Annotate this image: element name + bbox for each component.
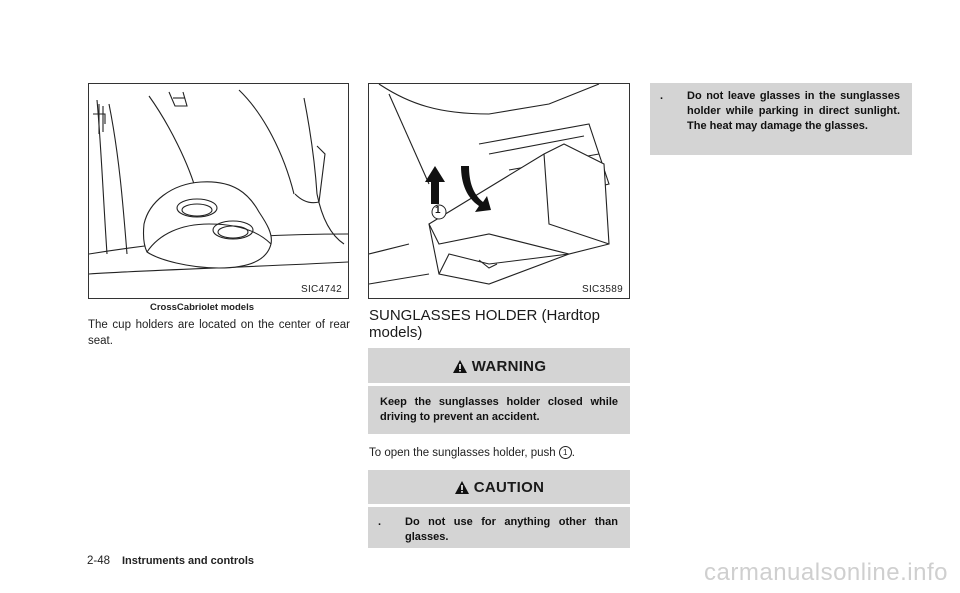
page-number: 2-48	[87, 555, 111, 567]
sunglasses-holder-figure	[368, 83, 630, 299]
section-heading: SUNGLASSES HOLDER (Hardtop models)	[369, 307, 600, 341]
cup-holder-paragraph: The cup holders are located on the center of rear seat.	[88, 319, 350, 347]
warning-title: WARNING	[471, 358, 547, 375]
caution-continued-box	[650, 83, 912, 155]
caution-text: Do not leave glasses in the sunglasses holder while parking in direct sunlight. The heat may damage the glasses.	[687, 90, 900, 132]
cup-holder-illustration	[89, 84, 348, 298]
cup-holder-figure	[88, 83, 349, 299]
figure-caption: CrossCabriolet models	[150, 302, 254, 313]
figure-callout: 1	[435, 205, 441, 216]
instruction-text: To open the sunglasses holder, push 1 .	[369, 447, 575, 459]
warning-header-box	[368, 348, 630, 383]
warning-body-box	[368, 386, 630, 434]
warning-triangle-icon	[452, 359, 468, 374]
caution-triangle-icon	[454, 480, 470, 495]
sunglasses-holder-illustration	[369, 84, 629, 298]
caution-body-box	[368, 507, 630, 548]
watermark: carmanualsonline.info	[704, 559, 948, 586]
bullet: .	[378, 516, 382, 528]
callout-1-icon: 1	[559, 446, 572, 459]
caution-text: Do not use for anything other than glasses.	[405, 516, 618, 543]
caution-title: CAUTION	[473, 479, 545, 496]
bullet: .	[660, 90, 664, 102]
warning-text: Keep the sunglasses holder closed while driving to prevent an accident.	[380, 396, 618, 423]
figure-code: SIC4742	[300, 284, 342, 295]
section-title: Instruments and controls	[122, 555, 255, 567]
figure-code: SIC3589	[581, 284, 623, 295]
caution-header-box	[368, 470, 630, 504]
